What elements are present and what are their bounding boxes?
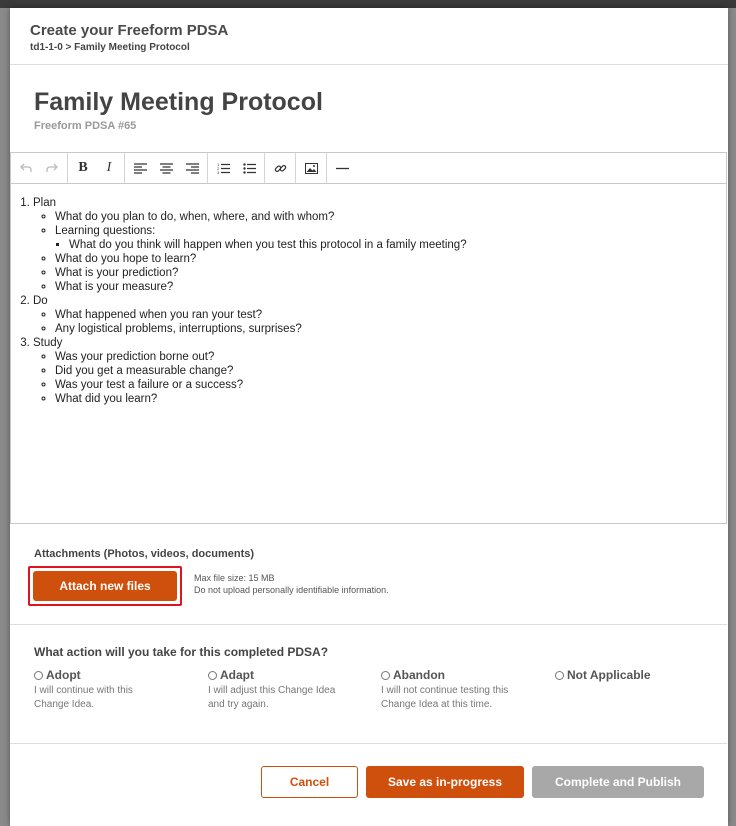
adapt-radio[interactable] <box>208 671 217 680</box>
list-item: ▪ What do you think will happen when you test this protocol in a family meeting? <box>69 238 726 252</box>
list-item <box>33 294 726 336</box>
option-label: Not Applicable <box>567 668 651 682</box>
max-size-note: Max file size: 15 MB <box>194 573 275 583</box>
modal-footer <box>10 744 727 826</box>
option-label: Adopt <box>46 668 81 682</box>
list-item: ◦ Was your test a failure or a success? <box>55 378 726 392</box>
ordered-list-icon[interactable] <box>210 153 236 183</box>
attachments-label: Attachments (Photos, videos, documents) <box>34 548 255 560</box>
redo-icon[interactable] <box>39 153 65 183</box>
action-section <box>10 625 727 744</box>
svg-text:2: 2 <box>216 166 219 171</box>
link-group <box>265 153 296 183</box>
option-description: I will adjust this Change Idea and try again. <box>208 685 336 710</box>
format-group <box>68 153 125 183</box>
align-left-icon[interactable] <box>127 153 153 183</box>
pdsa-outline <box>19 196 726 406</box>
abandon-radio[interactable] <box>381 671 390 680</box>
list-item: ◦ Did you get a measurable change? <box>55 364 726 378</box>
list-item <box>55 224 726 252</box>
list-item: ◦ What did you learn? <box>55 392 726 406</box>
modal-header <box>10 8 728 65</box>
history-group <box>11 153 68 183</box>
list-item: ◦ Was your prediction borne out? <box>55 350 726 364</box>
align-center-icon[interactable] <box>153 153 179 183</box>
privacy-note: Do not upload personally identifiable information. <box>194 585 389 595</box>
option-adopt[interactable] <box>34 668 194 712</box>
link-icon[interactable] <box>267 153 293 183</box>
cancel-button[interactable]: Cancel <box>261 766 358 798</box>
option-adapt[interactable] <box>208 668 368 712</box>
section-heading: Study <box>33 337 63 349</box>
save-in-progress-button[interactable]: Save as in-progress <box>366 766 524 798</box>
rich-text-editor <box>10 152 727 524</box>
list-item: ◦ What is your measure? <box>55 280 726 294</box>
option-label: Adapt <box>220 668 254 682</box>
list-item: ◦ What do you plan to do, when, where, and with whom? <box>55 210 726 224</box>
svg-text:1: 1 <box>216 162 219 167</box>
option-not-applicable[interactable] <box>555 668 715 682</box>
bullet-list-icon[interactable] <box>236 153 262 183</box>
list-item: ◦ What is your prediction? <box>55 266 726 280</box>
background-top-bar <box>0 0 736 8</box>
align-group <box>125 153 208 183</box>
rule-group <box>327 153 357 183</box>
complete-publish-button[interactable]: Complete and Publish <box>532 766 704 798</box>
horizontal-rule-icon[interactable] <box>329 153 355 183</box>
image-group <box>296 153 327 183</box>
list-item <box>33 196 726 294</box>
attachments-section <box>10 524 727 625</box>
document-title[interactable]: Family Meeting Protocol <box>34 88 323 116</box>
editor-content[interactable] <box>11 184 726 406</box>
breadcrumb: td1-1-0 > Family Meeting Protocol <box>30 42 190 53</box>
undo-icon[interactable] <box>13 153 39 183</box>
attach-button-highlight <box>28 566 182 606</box>
adopt-radio[interactable] <box>34 671 43 680</box>
list-group <box>208 153 265 183</box>
modal-title: Create your Freeform PDSA <box>30 22 229 39</box>
section-heading: Plan <box>33 197 57 209</box>
not-applicable-radio[interactable] <box>555 671 564 680</box>
document-subtitle: Freeform PDSA #65 <box>34 120 137 132</box>
align-right-icon[interactable] <box>179 153 205 183</box>
image-icon[interactable] <box>298 153 324 183</box>
italic-icon[interactable]: I <box>106 160 112 175</box>
bold-icon[interactable]: B <box>78 160 88 175</box>
list-item <box>33 336 726 406</box>
list-item: ◦ Any logistical problems, interruptions, surprises? <box>55 322 726 336</box>
attachment-note <box>194 572 389 596</box>
pdsa-modal <box>10 8 728 826</box>
list-item: ◦ What happened when you ran your test? <box>55 308 726 322</box>
editor-toolbar <box>11 153 726 184</box>
option-label: Abandon <box>393 668 445 682</box>
list-item: ◦ What do you hope to learn? <box>55 252 726 266</box>
list-item-text: Learning questions: <box>55 225 156 237</box>
svg-text:3: 3 <box>216 170 219 174</box>
action-question: What action will you take for this completed PDSA? <box>34 645 329 659</box>
option-abandon[interactable] <box>381 668 541 712</box>
option-description: I will continue with this Change Idea. <box>34 685 133 710</box>
option-description: I will not continue testing this Change Idea at this time. <box>381 685 509 710</box>
attach-files-button[interactable]: Attach new files <box>33 571 177 601</box>
section-heading: Do <box>33 295 48 307</box>
